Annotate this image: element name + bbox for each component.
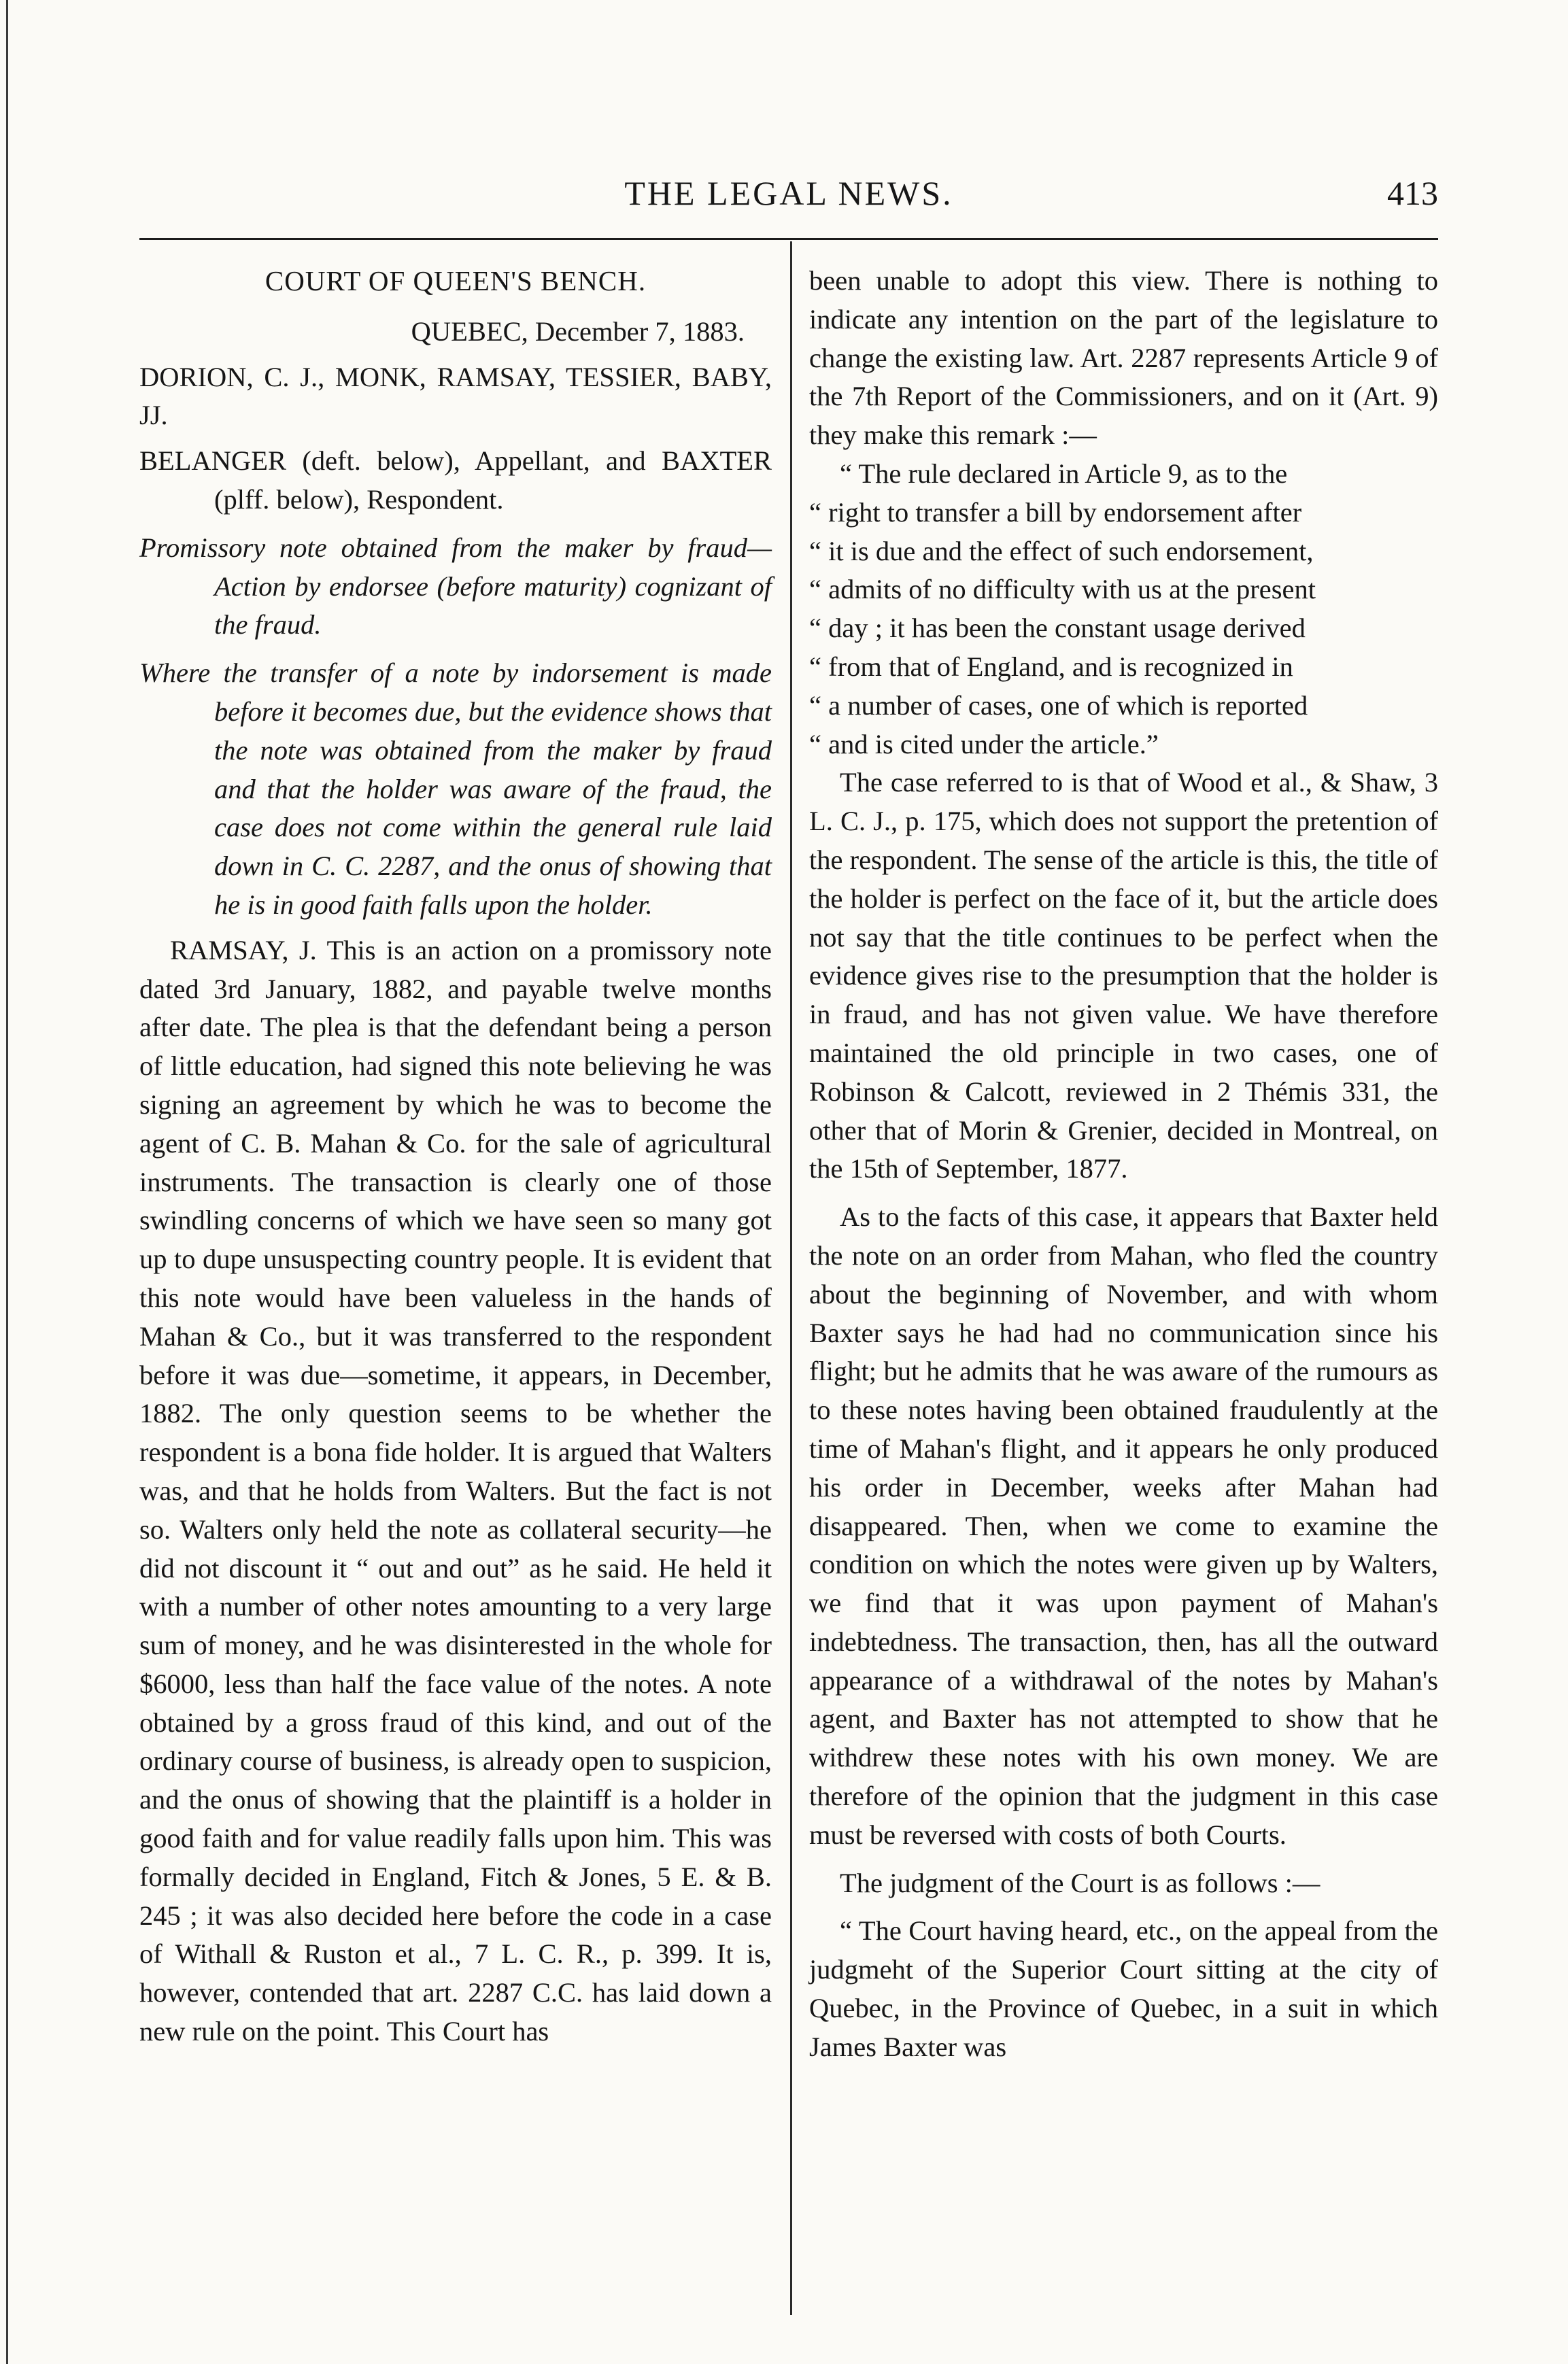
page-number: 413 (1387, 174, 1438, 212)
left-column (139, 262, 772, 2051)
page-header (139, 173, 1438, 221)
case-holding: Where the transfer of a note by indorsement is made before it becomes due, but the evidence shows that the note was obtained from the maker by fraud and that the holder was aware of the fraud, the case does not come within the general rule laid down in C. C. 2287, and the onus of showing that he is in good faith falls upon the holder. (139, 657, 772, 920)
scan-edge-mark (5, 0, 10, 2364)
judges-line: DORION, C. J., MONK, RAMSAY, TESSIER, BABY, JJ. (139, 361, 772, 431)
quote-line: “ it is due and the effect of such endorsement, (809, 535, 1314, 566)
paragraph: been unable to adopt this view. There is nothing to indicate any intention on the part of the legislature to change the existing law. Art. 2287 represents Article 9 of the 7th Report of the Commissioners, and on it (Art. 9) they make this remark :— (809, 265, 1438, 451)
paragraph: The case referred to is that of Wood et al., & Shaw, 3 L. C. J., p. 175, which does not support the pretention of the respondent. The sense of the article is this, the title of the holder is perfect on the face of it, but the article does not say that the title continues to be perfect when the evidence gives rise to the presumption that the holder is in fraud, and has not given value. We have therefore maintained the old principle in two cases, one of Robinson & Calcott, reviewed in 2 Thémis 331, the other that of Morin & Grenier, decided in Montreal, on the 15th of September, 1877. (809, 767, 1438, 1184)
header-rule (139, 238, 1438, 240)
commissioners-quote (809, 455, 1438, 764)
paragraph: The judgment of the Court is as follows :— (840, 1867, 1320, 1898)
quote-line: “ a number of cases, one of which is reported (809, 689, 1308, 721)
court-heading: COURT OF QUEEN'S BENCH. (265, 265, 647, 296)
opinion-text: RAMSAY, J. This is an action on a promissory note dated 3rd January, 1882, and payable twelve months after date. The plea is that the defendant being a person of little education, had signed this note believing he was signing an agreement by which he was to become the agent of C. B. Mahan & Co. for the sale of agricultural instruments. The transaction is clearly one of those swindling concerns of which we have seen so many got up to dupe unsuspecting country people. It is evident that this note would have been valueless in the hands of Mahan & Co., but it was transferred to the respondent before it was due—sometime, it appears, in December, 1882. The only question seems to be whether the respondent is a bona fide holder. It is argued that Walters was, and that he holds from Walters. But the fact is not so. Walters only held the note as collateral security—he did not discount it “ out and out” as he said. He held it with a number of other notes amounting to a very large sum of money, and he was disinterested in the whole for $6000, less than half the face value of the notes. A note obtained by a gross fraud of this kind, and out of the ordinary course of business, is already open to suspicion, and the onus of showing that the plaintiff is a holder in good faith and for value readily falls upon him. This was formally decided in England, Fitch & Jones, 5 E. & B. 245 ; it was also decided here before the code in a case of Withall & Ruston et al., 7 L. C. R., p. 399. It is, however, contended that art. 2287 C.C. has laid down a new rule on the point. This Court has (139, 934, 772, 2047)
quote-line: “ day ; it has been the constant usage derived (809, 613, 1306, 644)
quote-line: “ The rule declared in Article 9, as to the (840, 458, 1288, 489)
quote-line: “ admits of no difficulty with us at the present (809, 574, 1316, 605)
quote-line: “ right to transfer a bill by endorsement after (809, 496, 1302, 528)
decision-date: QUEBEC, December 7, 1883. (411, 315, 745, 347)
column-divider (790, 241, 792, 2315)
paragraph: As to the facts of this case, it appears that Baxter held the note on an order from Mahan, who fled the country about the beginning of November, and with whom Baxter says he had had no communication since his flight; but he admits that he was aware of the rumours as to these notes having been obtained fraudulently at the time of Mahan's flight, and it appears he only produced his order in December, weeks after Mahan had disappeared. Then, when we come to examine the condition on which the notes were given up by Walters, we find that it was upon payment of Mahan's indebtedness. The transaction, then, has all the outward appearance of a withdrawal of the notes by Mahan's agent, and Baxter has not attempted to show that he withdrew these notes with his own money. We are therefore of the opinion that the judgment in this case must be reversed with costs of both Courts. (809, 1201, 1438, 1850)
journal-title: THE LEGAL NEWS. (624, 174, 953, 212)
case-summary: Promissory note obtained from the maker by fraud—Action by endorsee (before maturity) cognizant of the fraud. (139, 532, 772, 640)
right-column (809, 262, 1438, 2067)
quote-line: “ from that of England, and is recognized in (809, 651, 1293, 682)
quote-line: “ and is cited under the article.” (809, 728, 1159, 759)
paragraph: “ The Court having heard, etc., on the appeal from the judgmeht of the Superior Court sitting at the city of Quebec, in the Province of Quebec, in a suit in which James Baxter was (809, 1915, 1438, 2062)
parties-line: BELANGER (deft. below), Appellant, and BAXTER (plff. below), Respondent. (139, 445, 772, 515)
